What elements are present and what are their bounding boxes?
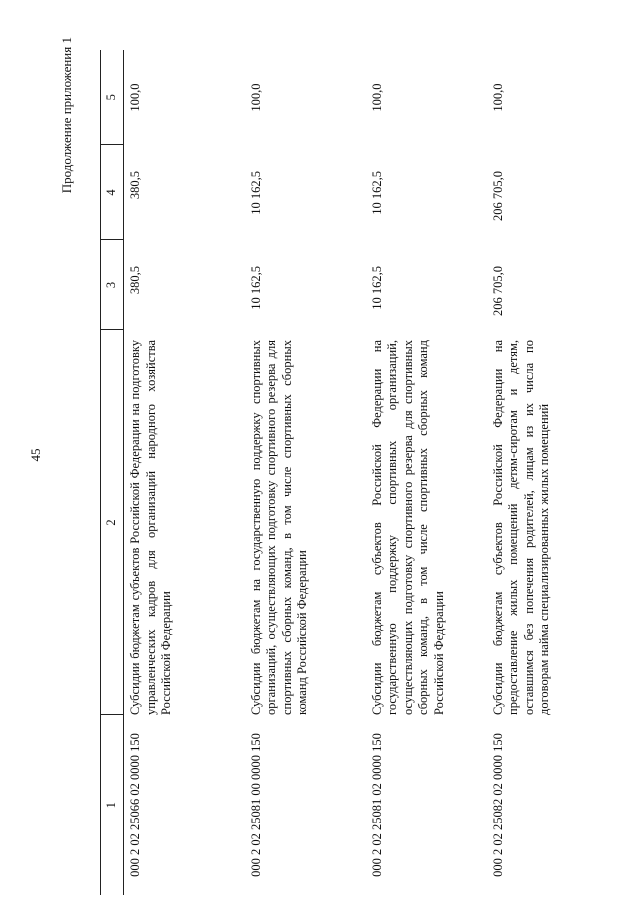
- percent-cell: 100,0: [369, 83, 384, 112]
- actual-amount-cell: 10 162,5: [369, 171, 384, 215]
- planned-amount-cell: 10 162,5: [369, 266, 384, 310]
- percent-cell: 100,0: [248, 83, 263, 112]
- column-header-5: 5: [101, 50, 124, 145]
- planned-amount-cell: 380,5: [128, 266, 142, 295]
- page-number: 45: [28, 448, 43, 462]
- table-row: [487, 50, 608, 895]
- table-row: [124, 50, 245, 895]
- actual-amount-cell: 10 162,5: [248, 171, 263, 215]
- table-row: [245, 50, 366, 895]
- description-cell: Субсидии бюджетам субъектов Российской Федерации на подготовку управленческих кадров для организаций народного хозяйства Российской Федерации: [128, 340, 173, 715]
- budget-code-cell: 000 2 02 25066 02 0000 150: [128, 733, 142, 877]
- column-header-2: 2: [101, 330, 124, 715]
- planned-amount-cell: 206 705,0: [490, 266, 505, 316]
- percent-cell: 100,0: [128, 83, 142, 112]
- rotated-table-container: [100, 50, 610, 895]
- budget-table: [100, 50, 608, 895]
- percent-cell: 100,0: [490, 83, 505, 112]
- budget-code-cell: 000 2 02 25081 00 0000 150: [248, 733, 263, 877]
- continuation-label: Продолжение приложения 1: [59, 37, 74, 194]
- column-header-3: 3: [101, 240, 124, 330]
- budget-code-cell: 000 2 02 25082 02 0000 150: [490, 733, 505, 877]
- planned-amount-cell: 10 162,5: [248, 266, 263, 310]
- actual-amount-cell: 380,5: [128, 171, 142, 200]
- budget-code-cell: 000 2 02 25081 02 0000 150: [369, 733, 384, 877]
- table-row: [366, 50, 487, 895]
- description-cell: Субсидии бюджетам субъектов Российской Федерации на предоставление жилых помещений детям-сиротам и детям, оставшимся без попечения родителей, лицам из их числа по договорам найма специализированных жилых помещений: [490, 340, 551, 715]
- column-header-4: 4: [101, 145, 124, 240]
- description-cell: Субсидии бюджетам субъектов Российской Федерации на государственную поддержку спортивных организаций, осуществляющих подготовку спортивного резерва для спортивных сборных команд, в том числе спортивных сборных команд Российской Федерации: [369, 340, 446, 715]
- column-header-1: 1: [101, 715, 124, 895]
- description-cell: Субсидии бюджетам на государственную поддержку спортивных организаций, осуществляющих подготовку спортивного резерва для спортивных сборных команд, в том числе спортивных сборных команд Российской Федерации: [248, 340, 309, 715]
- actual-amount-cell: 206 705,0: [490, 171, 505, 221]
- header-row: [101, 50, 124, 895]
